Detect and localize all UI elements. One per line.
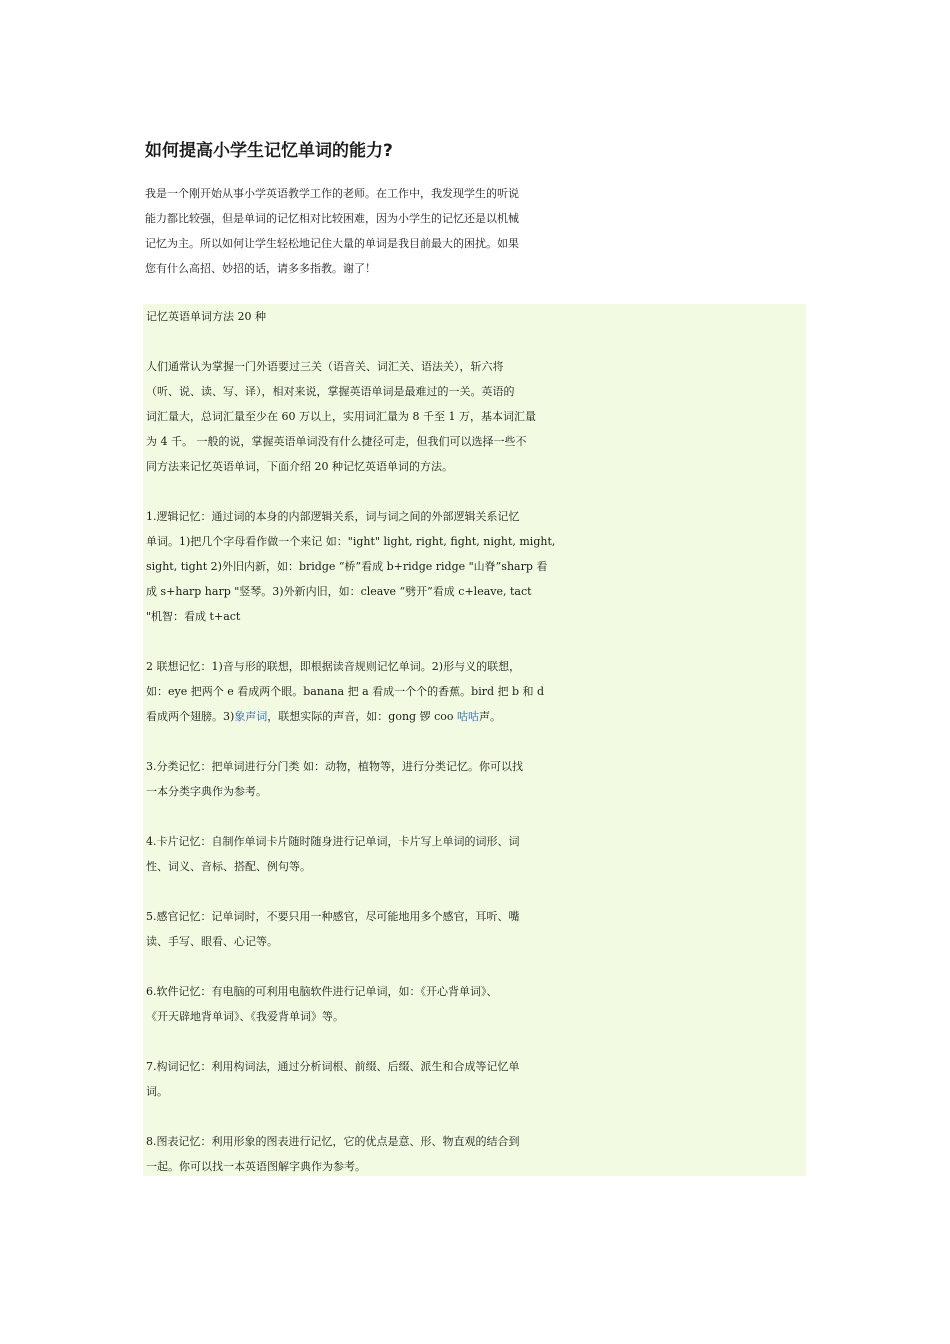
paragraph-gap bbox=[146, 879, 806, 904]
method-line bbox=[146, 704, 806, 729]
method-line: 如：eye 把两个 e 看成两个眼。banana 把 a 看成一个个的香蕉。bird 把 b 和 d bbox=[146, 685, 545, 698]
method-line: 8.图表记忆：利用形象的图表进行记忆，它的优点是意、形、物直观的结合到 bbox=[146, 1135, 520, 1148]
paragraph-gap bbox=[146, 329, 806, 354]
intro-line: （听、说、读、写、译），相对来说，掌握英语单词是最难过的一关。英语的 bbox=[146, 385, 515, 398]
method-line: 单词。1)把几个字母看作做一个来记 如："ight" light, right, fight, night, might, bbox=[146, 535, 556, 548]
method-text: ，联想实际的声音，如：gong 锣 coo bbox=[267, 710, 457, 723]
intro-line: 词汇量大，总词汇量至少在 60 万以上，实用词汇量为 8 千至 1 万，基本词汇量 bbox=[146, 410, 536, 423]
method-line: 《开天辟地背单词》、《我爱背单词》等。 bbox=[146, 1010, 344, 1023]
page-title: 如何提高小学生记忆单词的能力? bbox=[145, 141, 393, 161]
paragraph-gap bbox=[146, 1029, 806, 1054]
intro-line: 人们通常认为掌握一门外语要过三关（语音关、词汇关、语法关），斩六将 bbox=[146, 360, 504, 373]
paragraph-gap bbox=[146, 1104, 806, 1129]
method-line: 5.感官记忆：记单词时，不要只用一种感官，尽可能地用多个感官，耳听、嘴 bbox=[146, 910, 520, 923]
question-line: 我是一个刚开始从事小学英语教学工作的老师。在工作中，我发现学生的听说 bbox=[145, 187, 519, 200]
intro-line: 同方法来记忆英语单词，下面介绍 20 种记忆英语单词的方法。 bbox=[146, 460, 453, 473]
answer-block bbox=[143, 304, 806, 1176]
method-line: "机智：看成 t+act bbox=[146, 610, 241, 623]
method-line: 读、手写、眼看、心记等。 bbox=[146, 935, 278, 948]
question-line: 您有什么高招、妙招的话，请多多指教。谢了！ bbox=[145, 262, 376, 275]
intro-line: 为 4 千。 一般的说，掌握英语单词没有什么捷径可走，但我们可以选择一些不 bbox=[146, 435, 527, 448]
method-line: 6.软件记忆：有电脑的可利用电脑软件进行记单词，如：《开心背单词》、 bbox=[146, 985, 498, 998]
method-5-sensory-memory bbox=[146, 904, 806, 954]
question-line: 记忆为主。所以如何让学生轻松地记住大量的单词是我目前最大的困扰。如果 bbox=[145, 237, 519, 250]
method-line: 词。 bbox=[146, 1085, 168, 1098]
question-text bbox=[145, 181, 810, 281]
method-3-category-memory bbox=[146, 754, 806, 804]
gugu-link[interactable]: 咕咕 bbox=[456, 710, 479, 723]
method-line: 4.卡片记忆：自制作单词卡片随时随身进行记单词，卡片写上单词的词形、词 bbox=[146, 835, 520, 848]
paragraph-gap bbox=[146, 804, 806, 829]
paragraph-gap bbox=[146, 954, 806, 979]
method-7-word-formation-memory bbox=[146, 1054, 806, 1104]
method-text: 看成两个翅膀。3) bbox=[146, 710, 235, 723]
method-line: 一本分类字典作为参考。 bbox=[146, 785, 267, 798]
method-line: sight, tight 2)外旧内新，如：bridge “桥”看成 b+ridge ridge "山脊”sharp 看 bbox=[146, 560, 548, 573]
method-line: 2 联想记忆：1)音与形的联想，即根据读音规则记忆单词。2)形与义的联想， bbox=[146, 660, 521, 673]
answer-heading: 记忆英语单词方法 20 种 bbox=[146, 310, 266, 323]
question-line: 能力都比较强，但是单词的记忆相对比较困难，因为小学生的记忆还是以机械 bbox=[145, 212, 519, 225]
method-line: 7.构词记忆：利用构词法，通过分析词根、前缀、后缀、派生和合成等记忆单 bbox=[146, 1060, 520, 1073]
paragraph-gap bbox=[146, 629, 806, 654]
method-6-software-memory bbox=[146, 979, 806, 1029]
method-line: 一起。你可以找一本英语图解字典作为参考。 bbox=[146, 1160, 366, 1173]
method-line: 1.逻辑记忆：通过词的本身的内部逻辑关系，词与词之间的外部逻辑关系记忆 bbox=[146, 510, 520, 523]
method-line: 性、词义、音标、搭配、例句等。 bbox=[146, 860, 311, 873]
method-text: 声。 bbox=[478, 710, 501, 723]
method-1-logic-memory bbox=[146, 504, 806, 629]
method-line: 成 s+harp harp "竖琴。3)外新内旧，如：cleave “劈开”看成 c+leave, tact bbox=[146, 585, 532, 598]
onomatopoeia-link[interactable]: 象声词 bbox=[234, 710, 268, 723]
method-2-association-memory bbox=[146, 654, 806, 729]
method-4-card-memory bbox=[146, 829, 806, 879]
paragraph-gap bbox=[146, 729, 806, 754]
intro-paragraph bbox=[146, 354, 806, 479]
method-line: 3.分类记忆：把单词进行分门类 如：动物，植物等，进行分类记忆。你可以找 bbox=[146, 760, 523, 773]
method-8-chart-memory bbox=[146, 1129, 806, 1179]
paragraph-gap bbox=[146, 479, 806, 504]
